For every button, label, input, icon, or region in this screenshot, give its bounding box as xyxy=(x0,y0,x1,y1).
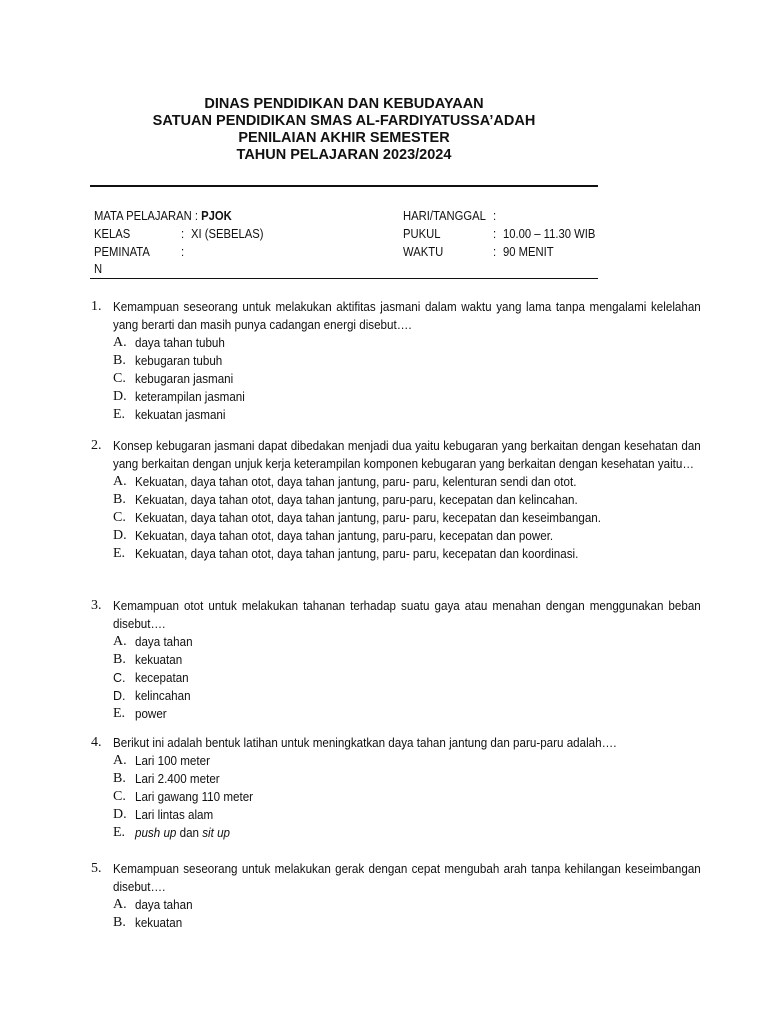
option-d xyxy=(113,527,681,545)
header-line-school: SATUAN PENDIDIKAN SMAS AL-FARDIYATUSSA’ADAH xyxy=(152,113,536,129)
option-text: daya tahan tubuh xyxy=(135,336,225,350)
exam-header xyxy=(90,96,598,164)
option-letter: B. xyxy=(113,771,126,786)
option-text xyxy=(135,824,230,842)
question-number: 2. xyxy=(91,438,102,453)
option-text: kekuatan xyxy=(135,653,183,667)
option-letter: B. xyxy=(113,652,126,667)
option-text: kekuatan jasmani xyxy=(135,408,226,422)
header-divider xyxy=(90,185,598,187)
question-4 xyxy=(91,734,681,842)
option-letter: E. xyxy=(113,546,126,561)
question-text: Kemampuan seseorang untuk melakukan gerak dengan cepat mengubah arah tanpa kehilangan keseimbangan disebut…. xyxy=(113,862,701,894)
day-date-label: HARI/TANGGAL xyxy=(403,209,486,223)
option-e xyxy=(113,705,681,723)
option-text: kebugaran tubuh xyxy=(135,354,223,368)
option-letter: A. xyxy=(113,897,127,912)
option-text: Kekuatan, daya tahan otot, daya tahan jantung, paru- paru, kelenturan sendi dan otot. xyxy=(135,475,577,489)
option-b xyxy=(113,770,681,788)
option-letter: C. xyxy=(113,510,126,525)
option-c xyxy=(113,669,681,687)
option-letter: C. xyxy=(113,671,126,685)
header-line-agency: DINAS PENDIDIKAN DAN KEBUDAYAAN xyxy=(204,96,484,112)
question-number: 1. xyxy=(91,299,102,314)
option-text: daya tahan xyxy=(135,635,193,649)
header-line-year: TAHUN PELAJARAN 2023/2024 xyxy=(236,147,452,163)
option-text: Lari lintas alam xyxy=(135,808,214,822)
option-c xyxy=(113,788,681,806)
option-text: kecepatan xyxy=(135,671,189,685)
option-text: kekuatan xyxy=(135,916,183,930)
subject-label: MATA PELAJARAN : xyxy=(94,209,198,223)
option-letter: D. xyxy=(113,807,127,822)
option-letter: C. xyxy=(113,789,126,804)
option-letter: B. xyxy=(113,915,126,930)
question-number: 4. xyxy=(91,735,102,750)
option-letter: A. xyxy=(113,753,127,768)
option-text: kebugaran jasmani xyxy=(135,372,234,386)
option-letter: E. xyxy=(113,706,126,721)
option-text-plain: dan xyxy=(176,826,203,840)
option-b xyxy=(113,651,681,669)
option-text: Kekuatan, daya tahan otot, daya tahan jantung, paru-paru, kecepatan dan power. xyxy=(135,529,554,543)
option-text: keterampilan jasmani xyxy=(135,390,245,404)
option-letter: D. xyxy=(113,528,127,543)
option-text: kelincahan xyxy=(135,689,191,703)
duration-colon: : xyxy=(493,245,497,259)
option-text: Kekuatan, daya tahan otot, daya tahan jantung, paru- paru, kecepatan dan koordinasi. xyxy=(135,547,579,561)
option-e xyxy=(113,545,681,563)
option-d xyxy=(113,687,681,705)
option-a xyxy=(113,896,681,914)
option-text: Lari gawang 110 meter xyxy=(135,790,254,804)
time-label: PUKUL xyxy=(403,227,441,241)
option-d xyxy=(113,388,681,406)
option-b xyxy=(113,352,681,370)
option-text: Lari 100 meter xyxy=(135,754,210,768)
option-letter: D. xyxy=(113,389,127,404)
option-letter: C. xyxy=(113,371,126,386)
option-letter: A. xyxy=(113,474,127,489)
option-a xyxy=(113,334,681,352)
day-date-colon: : xyxy=(493,209,497,223)
question-number: 5. xyxy=(91,861,102,876)
specialization-label: PEMINATA xyxy=(94,245,150,259)
question-number: 3. xyxy=(91,598,102,613)
option-e xyxy=(113,824,681,842)
option-d xyxy=(113,806,681,824)
option-e xyxy=(113,406,681,424)
time-colon: : xyxy=(493,227,497,241)
option-text: Kekuatan, daya tahan otot, daya tahan jantung, paru-paru, kecepatan dan kelincahan. xyxy=(135,493,578,507)
option-text: daya tahan xyxy=(135,898,193,912)
question-text: Kemampuan otot untuk melakukan tahanan terhadap suatu gaya atau menahan dengan menggunakan beban disebut…. xyxy=(113,599,701,631)
option-a xyxy=(113,633,681,651)
time-value: 10.00 – 11.30 WIB xyxy=(503,227,596,241)
option-b xyxy=(113,914,681,932)
option-text: power xyxy=(135,707,167,721)
question-1 xyxy=(91,298,701,424)
option-a xyxy=(113,752,681,770)
option-letter: A. xyxy=(113,335,127,350)
option-a xyxy=(113,473,681,491)
specialization-label-wrap: N xyxy=(94,262,103,276)
question-text: Konsep kebugaran jasmani dapat dibedakan menjadi dua yaitu kebugaran yang berkaitan dengan kesehatan dan yang berkaitan dengan unjuk kerja keterampilan komponen kebugaran yang berkaitan dengan kesehatan yaitu… xyxy=(113,439,701,471)
option-text: Lari 2.400 meter xyxy=(135,772,220,786)
class-colon: : xyxy=(181,227,185,241)
option-letter: A. xyxy=(113,634,127,649)
option-letter: E. xyxy=(113,825,126,840)
option-b xyxy=(113,491,681,509)
option-letter: E. xyxy=(113,407,126,422)
question-3 xyxy=(91,597,701,723)
info-divider xyxy=(90,278,598,279)
option-text: Kekuatan, daya tahan otot, daya tahan jantung, paru- paru, kecepatan dan keseimbangan. xyxy=(135,511,601,525)
option-text-italic-1: push up xyxy=(135,826,177,840)
question-text: Kemampuan seseorang untuk melakukan aktifitas jasmani dalam waktu yang lama tanpa mengalami kelelahan yang berarti dan masih punya cadangan energi disebut…. xyxy=(113,300,701,332)
option-letter: B. xyxy=(113,492,126,507)
duration-label: WAKTU xyxy=(403,245,444,259)
header-line-exam: PENILAIAN AKHIR SEMESTER xyxy=(238,130,450,146)
option-c xyxy=(113,370,681,388)
subject-value: PJOK xyxy=(201,209,232,223)
specialization-colon: : xyxy=(181,245,185,259)
question-2 xyxy=(91,437,701,563)
option-text-italic-2: sit up xyxy=(202,826,231,840)
option-letter: D. xyxy=(113,689,126,703)
duration-value: 90 MENIT xyxy=(503,245,554,259)
info-subject xyxy=(94,207,232,225)
option-c xyxy=(113,509,681,527)
class-label: KELAS xyxy=(94,227,131,241)
class-value: XI (SEBELAS) xyxy=(191,227,264,241)
option-letter: B. xyxy=(113,353,126,368)
question-5 xyxy=(91,860,701,932)
question-text: Berikut ini adalah bentuk latihan untuk meningkatkan daya tahan jantung dan paru-paru adalah…. xyxy=(113,736,617,750)
